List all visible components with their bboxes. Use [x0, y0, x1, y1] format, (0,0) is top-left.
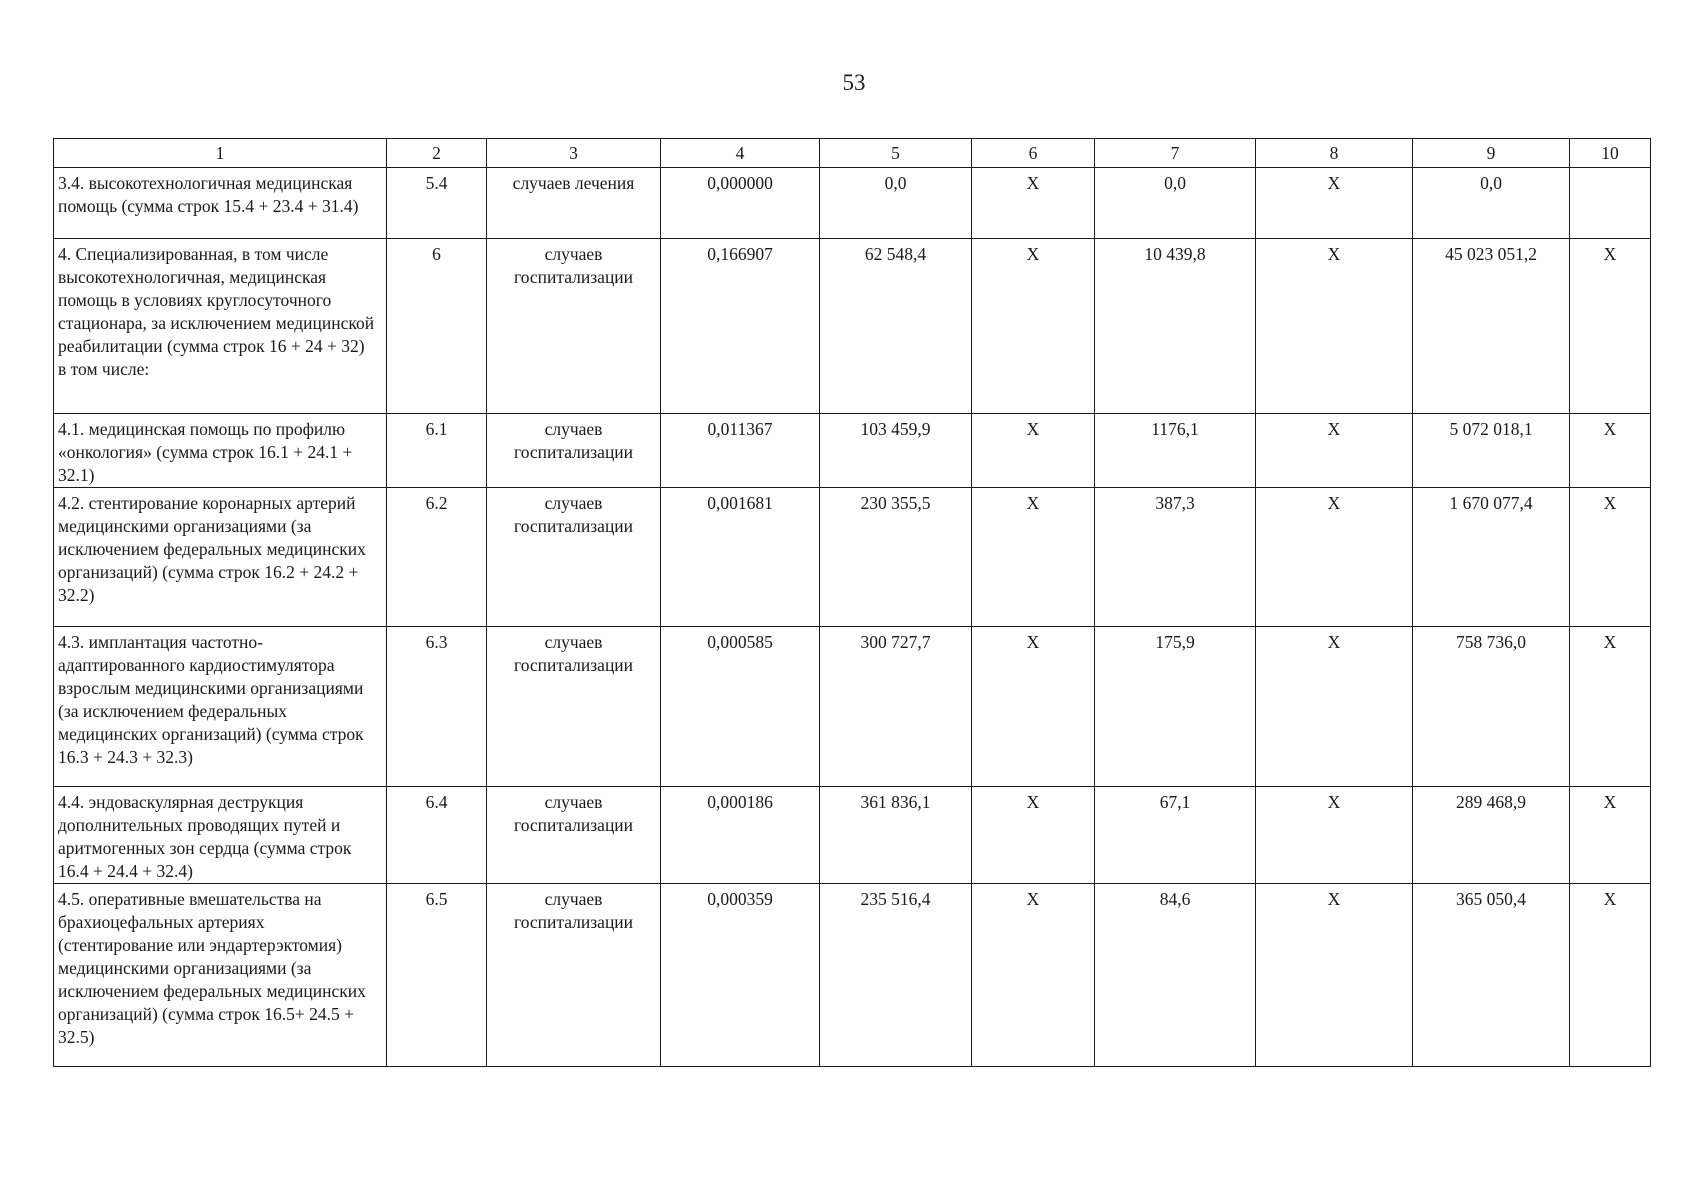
unit-cell: случаев госпитализации	[487, 239, 661, 414]
value-cell: 1 670 077,4	[1413, 488, 1570, 627]
value-cell: 103 459,9	[820, 414, 972, 488]
unit-cell: случаев госпитализации	[487, 884, 661, 1067]
value-cell: X	[1570, 627, 1651, 787]
table-row	[54, 168, 1651, 239]
value-cell: X	[1570, 884, 1651, 1067]
value-cell: X	[972, 168, 1095, 239]
value-cell: 758 736,0	[1413, 627, 1570, 787]
value-cell: X	[1256, 884, 1413, 1067]
column-header: 5	[820, 139, 972, 168]
value-cell: X	[1256, 239, 1413, 414]
value-cell: 1176,1	[1095, 414, 1256, 488]
value-cell: X	[972, 787, 1095, 884]
page-number: 53	[842, 70, 866, 95]
value-cell: X	[1570, 414, 1651, 488]
row-number-cell: 6.1	[387, 414, 487, 488]
value-cell: 387,3	[1095, 488, 1256, 627]
table-row	[54, 488, 1651, 627]
value-cell: 230 355,5	[820, 488, 972, 627]
unit-cell: случаев госпитализации	[487, 414, 661, 488]
value-cell: 0,0	[820, 168, 972, 239]
value-cell: X	[1570, 787, 1651, 884]
unit-cell: случаев госпитализации	[487, 787, 661, 884]
row-name-cell: 4.5. оперативные вмешательства на брахиоцефальных артериях (стентирование или эндартерэктомия) медицинскими организациями (за исключением федеральных медицинских организаций) (сумма строк 16.5+ 24.5 + 32.5)	[54, 884, 387, 1067]
row-name-text: 4. Специализированная, в том числе высокотехнологичная, медицинская помощь в условиях круглосуточного стационара, за исключением медицинской реабилитации (сумма строк 16 + 24 + 32)	[58, 244, 375, 356]
value-cell: X	[972, 414, 1095, 488]
header-row	[54, 139, 1651, 168]
value-cell: 0,000585	[661, 627, 820, 787]
value-cell: X	[972, 239, 1095, 414]
value-cell: X	[972, 627, 1095, 787]
value-cell: 0,0	[1413, 168, 1570, 239]
column-header: 8	[1256, 139, 1413, 168]
value-cell: X	[972, 884, 1095, 1067]
value-cell: 365 050,4	[1413, 884, 1570, 1067]
row-name-cell: 4.2. стентирование коронарных артерий медицинскими организациями (за исключением федеральных медицинских организаций) (сумма строк 16.2 + 24.2 + 32.2)	[54, 488, 387, 627]
table-row	[54, 884, 1651, 1067]
value-cell: 300 727,7	[820, 627, 972, 787]
value-cell: 0,001681	[661, 488, 820, 627]
row-name-cell: 4.3. имплантация частотно-адаптированного кардиостимулятора взрослым медицинскими организациями (за исключением федеральных медицинских организаций) (сумма строк 16.3 + 24.3 + 32.3)	[54, 627, 387, 787]
value-cell: 235 516,4	[820, 884, 972, 1067]
row-number-cell: 5.4	[387, 168, 487, 239]
table-row	[54, 787, 1651, 884]
value-cell: X	[1256, 168, 1413, 239]
row-name-cell: 4.4. эндоваскулярная деструкция дополнительных проводящих путей и аритмогенных зон сердца (сумма строк 16.4 + 24.4 + 32.4)	[54, 787, 387, 884]
table-row	[54, 627, 1651, 787]
value-cell: X	[1570, 239, 1651, 414]
row-name-cell: 3.4. высокотехнологичная медицинская помощь (сумма строк 15.4 + 23.4 + 31.4)	[54, 168, 387, 239]
value-cell: 5 072 018,1	[1413, 414, 1570, 488]
row-name-subtext: в том числе:	[58, 359, 150, 379]
unit-cell: случаев госпитализации	[487, 488, 661, 627]
value-cell: 62 548,4	[820, 239, 972, 414]
column-header: 10	[1570, 139, 1651, 168]
value-cell: 10 439,8	[1095, 239, 1256, 414]
value-cell: 0,000359	[661, 884, 820, 1067]
value-cell: 0,011367	[661, 414, 820, 488]
row-number-cell: 6	[387, 239, 487, 414]
value-cell: 0,0	[1095, 168, 1256, 239]
row-number-cell: 6.4	[387, 787, 487, 884]
value-cell: 45 023 051,2	[1413, 239, 1570, 414]
value-cell: 361 836,1	[820, 787, 972, 884]
value-cell: X	[1570, 488, 1651, 627]
column-header: 2	[387, 139, 487, 168]
row-name-cell: 4.1. медицинская помощь по профилю «онкология» (сумма строк 16.1 + 24.1 + 32.1)	[54, 414, 387, 488]
row-number-cell: 6.3	[387, 627, 487, 787]
unit-cell: случаев госпитализации	[487, 627, 661, 787]
value-cell: 67,1	[1095, 787, 1256, 884]
column-header: 3	[487, 139, 661, 168]
table-row	[54, 414, 1651, 488]
value-cell: 84,6	[1095, 884, 1256, 1067]
column-header: 7	[1095, 139, 1256, 168]
value-cell: X	[972, 488, 1095, 627]
column-header: 4	[661, 139, 820, 168]
value-cell: X	[1256, 787, 1413, 884]
value-cell: X	[1256, 414, 1413, 488]
value-cell: 175,9	[1095, 627, 1256, 787]
data-table	[53, 138, 1651, 1067]
value-cell	[1570, 168, 1651, 239]
table-row	[54, 239, 1651, 414]
column-header: 9	[1413, 139, 1570, 168]
column-header: 1	[54, 139, 387, 168]
value-cell: 0,000000	[661, 168, 820, 239]
value-cell: X	[1256, 488, 1413, 627]
value-cell: X	[1256, 627, 1413, 787]
value-cell: 0,166907	[661, 239, 820, 414]
value-cell: 289 468,9	[1413, 787, 1570, 884]
value-cell: 0,000186	[661, 787, 820, 884]
unit-cell: случаев лечения	[487, 168, 661, 239]
row-number-cell: 6.5	[387, 884, 487, 1067]
row-name-cell	[54, 239, 387, 414]
row-number-cell: 6.2	[387, 488, 487, 627]
column-header: 6	[972, 139, 1095, 168]
